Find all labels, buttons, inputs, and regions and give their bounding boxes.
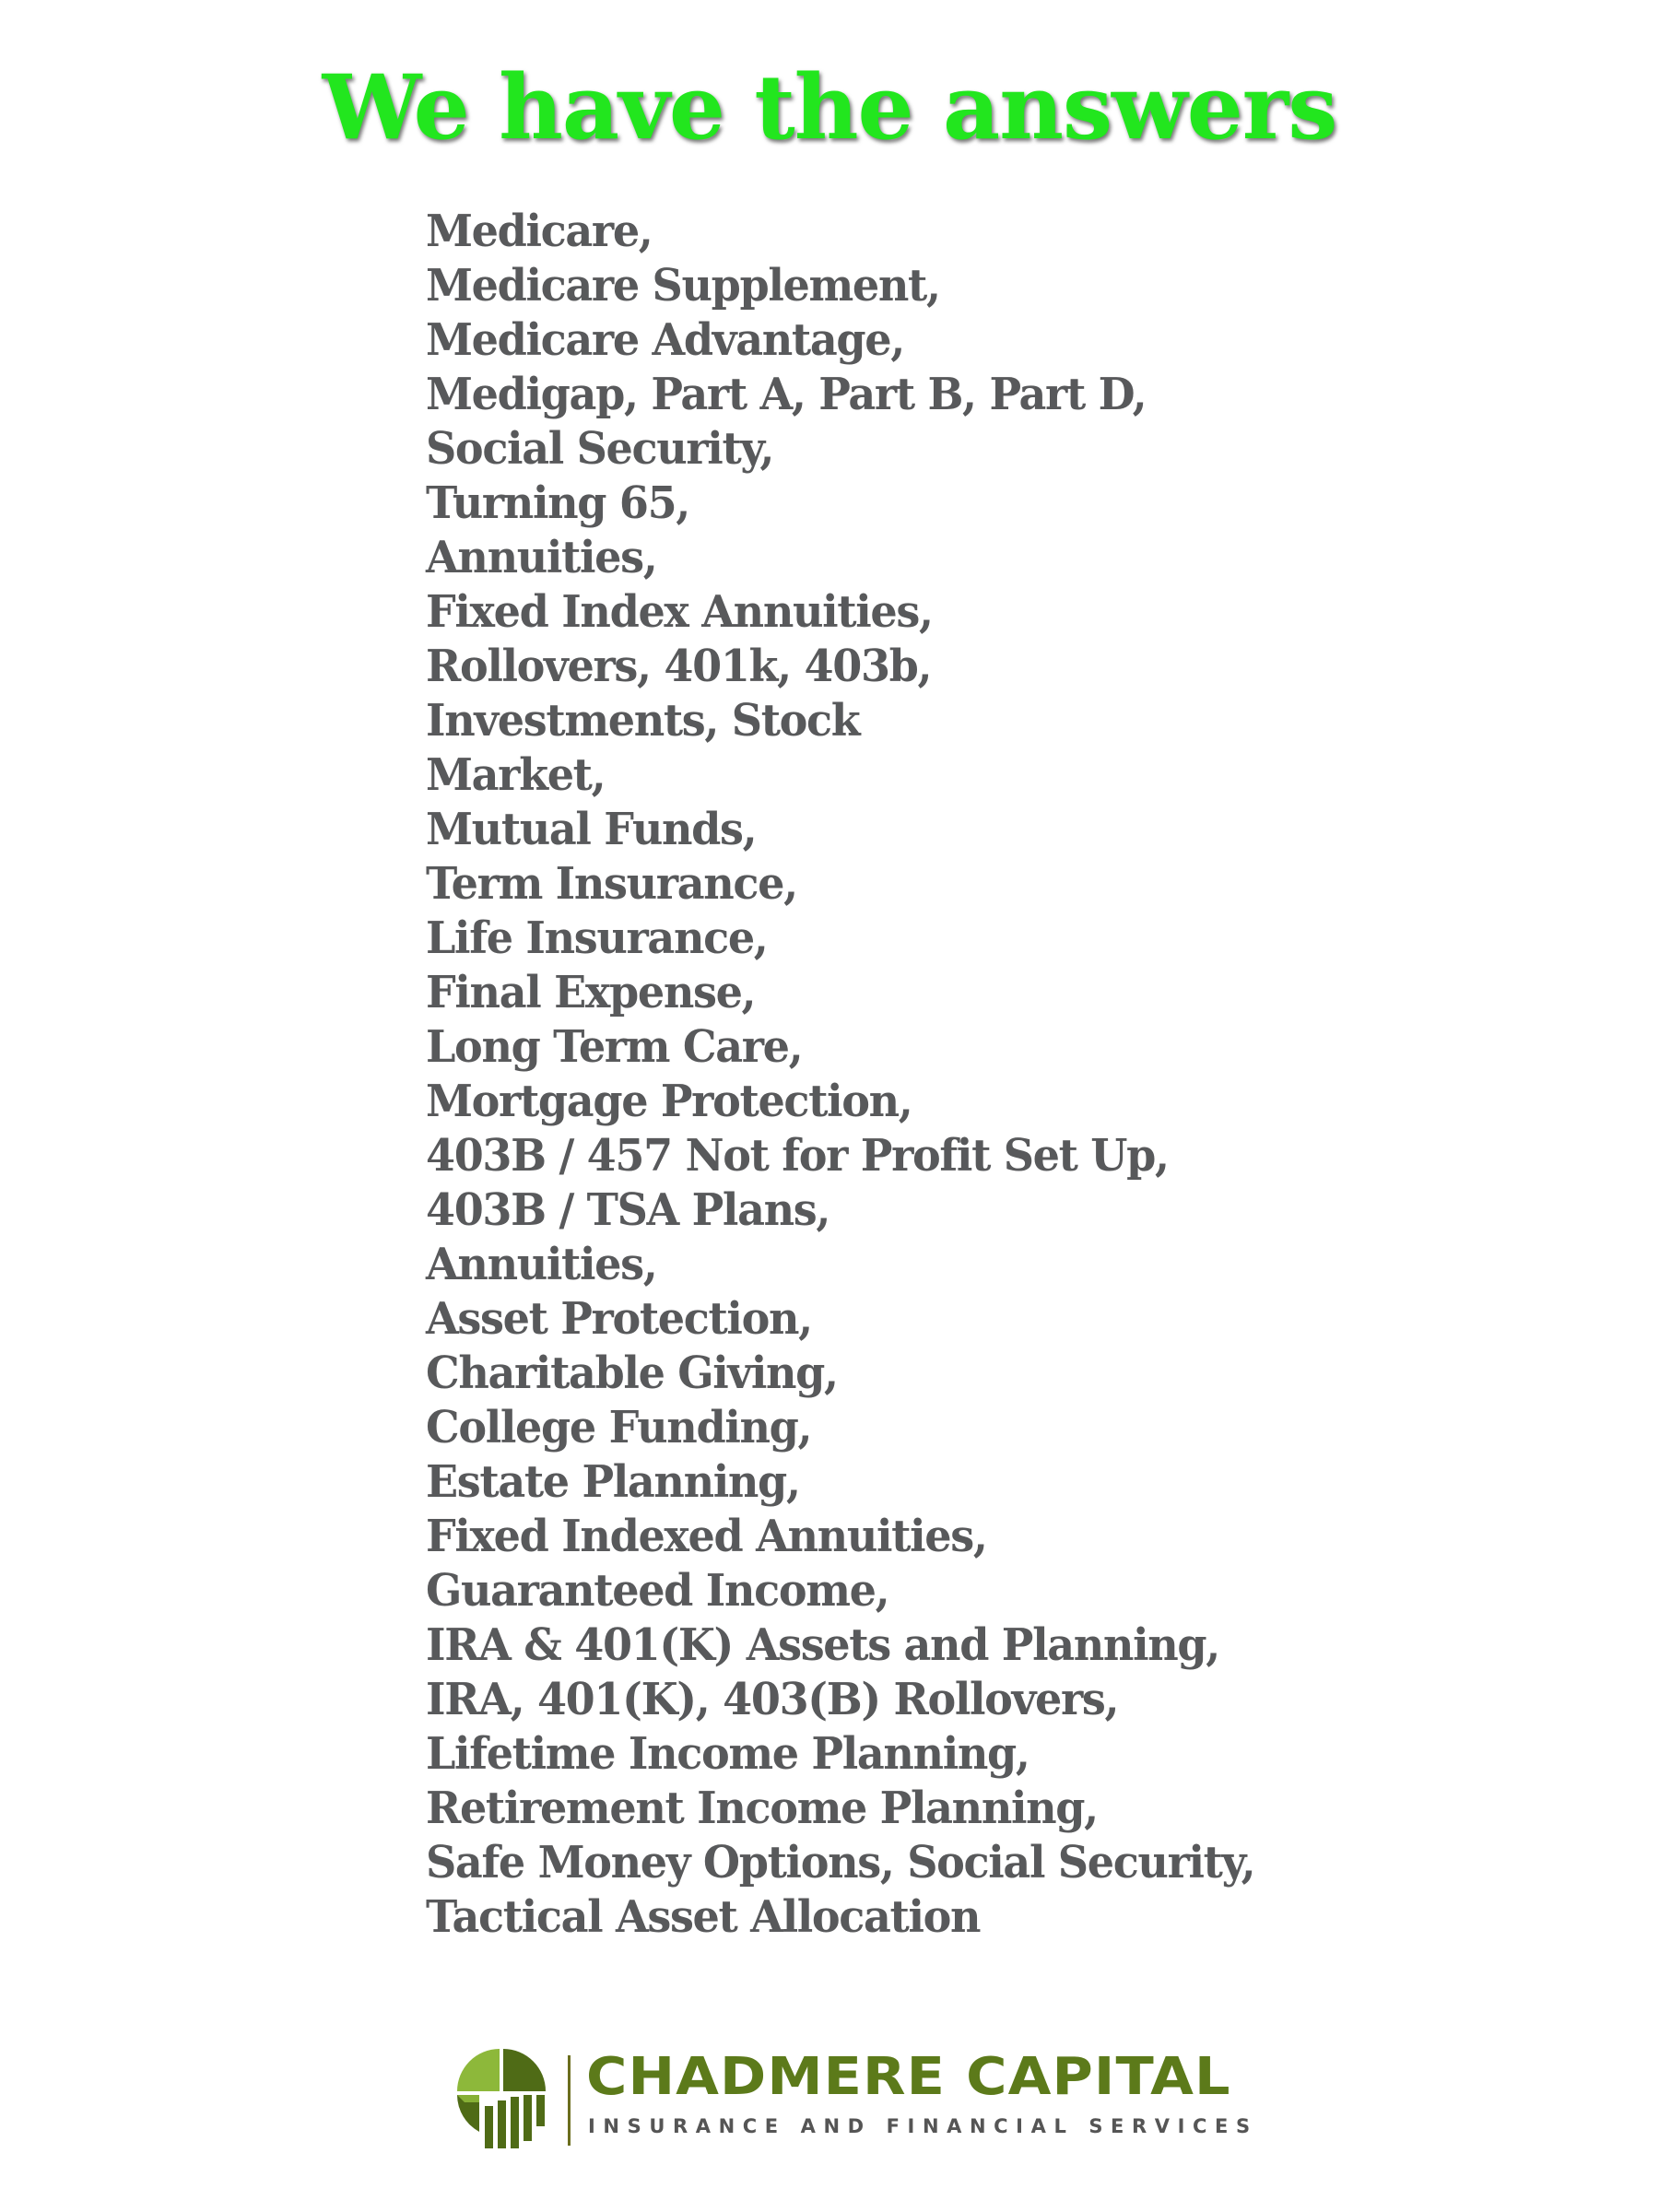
service-item: Annuities,	[426, 532, 657, 583]
service-item: Long Term Care,	[426, 1021, 803, 1073]
service-item: Life Insurance,	[426, 912, 768, 964]
service-item: Guaranteed Income,	[426, 1565, 889, 1617]
company-name: CHADMERE CAPITAL	[586, 2047, 1231, 2107]
service-item: Lifetime Income Planning,	[426, 1728, 1030, 1780]
chadmere-logo-icon	[452, 2041, 555, 2152]
service-item: 403B / TSA Plans,	[426, 1184, 830, 1236]
page-headline: We have the answers	[322, 55, 1337, 159]
service-item: Rollovers, 401k, 403b,	[426, 641, 932, 692]
service-item: Medigap, Part A, Part B, Part D,	[426, 369, 1147, 420]
services-list	[426, 205, 1289, 1945]
company-tagline: INSURANCE AND FINANCIAL SERVICES	[588, 2115, 1258, 2137]
service-item: Charitable Giving,	[426, 1347, 838, 1399]
service-item: Fixed Index Annuities,	[426, 586, 933, 638]
service-item: Annuities,	[426, 1239, 657, 1290]
service-item: Fixed Indexed Annuities,	[426, 1511, 987, 1562]
service-item: Market,	[426, 749, 606, 801]
company-logo	[452, 2037, 1258, 2157]
service-item: Estate Planning,	[426, 1456, 800, 1508]
service-item: IRA & 401(K) Assets and Planning,	[426, 1619, 1219, 1671]
service-item: Medicare Advantage,	[426, 314, 904, 366]
service-item: Asset Protection,	[426, 1293, 812, 1345]
service-item: Medicare,	[426, 206, 653, 257]
service-item: Tactical Asset Allocation	[426, 1891, 981, 1943]
service-item: Social Security,	[426, 423, 774, 475]
service-item: IRA, 401(K), 403(B) Rollovers,	[426, 1674, 1119, 1725]
service-item: Final Expense,	[426, 967, 756, 1018]
service-item: Mutual Funds,	[426, 804, 757, 855]
service-item: Medicare Supplement,	[426, 260, 940, 312]
service-item: Safe Money Options, Social Security,	[426, 1837, 1255, 1888]
service-item: Retirement Income Planning,	[426, 1783, 1098, 1834]
service-item: Turning 65,	[426, 477, 690, 529]
service-item: Mortgage Protection,	[426, 1076, 912, 1127]
service-item: College Funding,	[426, 1402, 812, 1453]
logo-divider	[568, 2055, 571, 2146]
service-item: Investments, Stock	[426, 695, 860, 747]
service-item: 403B / 457 Not for Profit Set Up,	[426, 1130, 1169, 1182]
service-item: Term Insurance,	[426, 858, 797, 910]
